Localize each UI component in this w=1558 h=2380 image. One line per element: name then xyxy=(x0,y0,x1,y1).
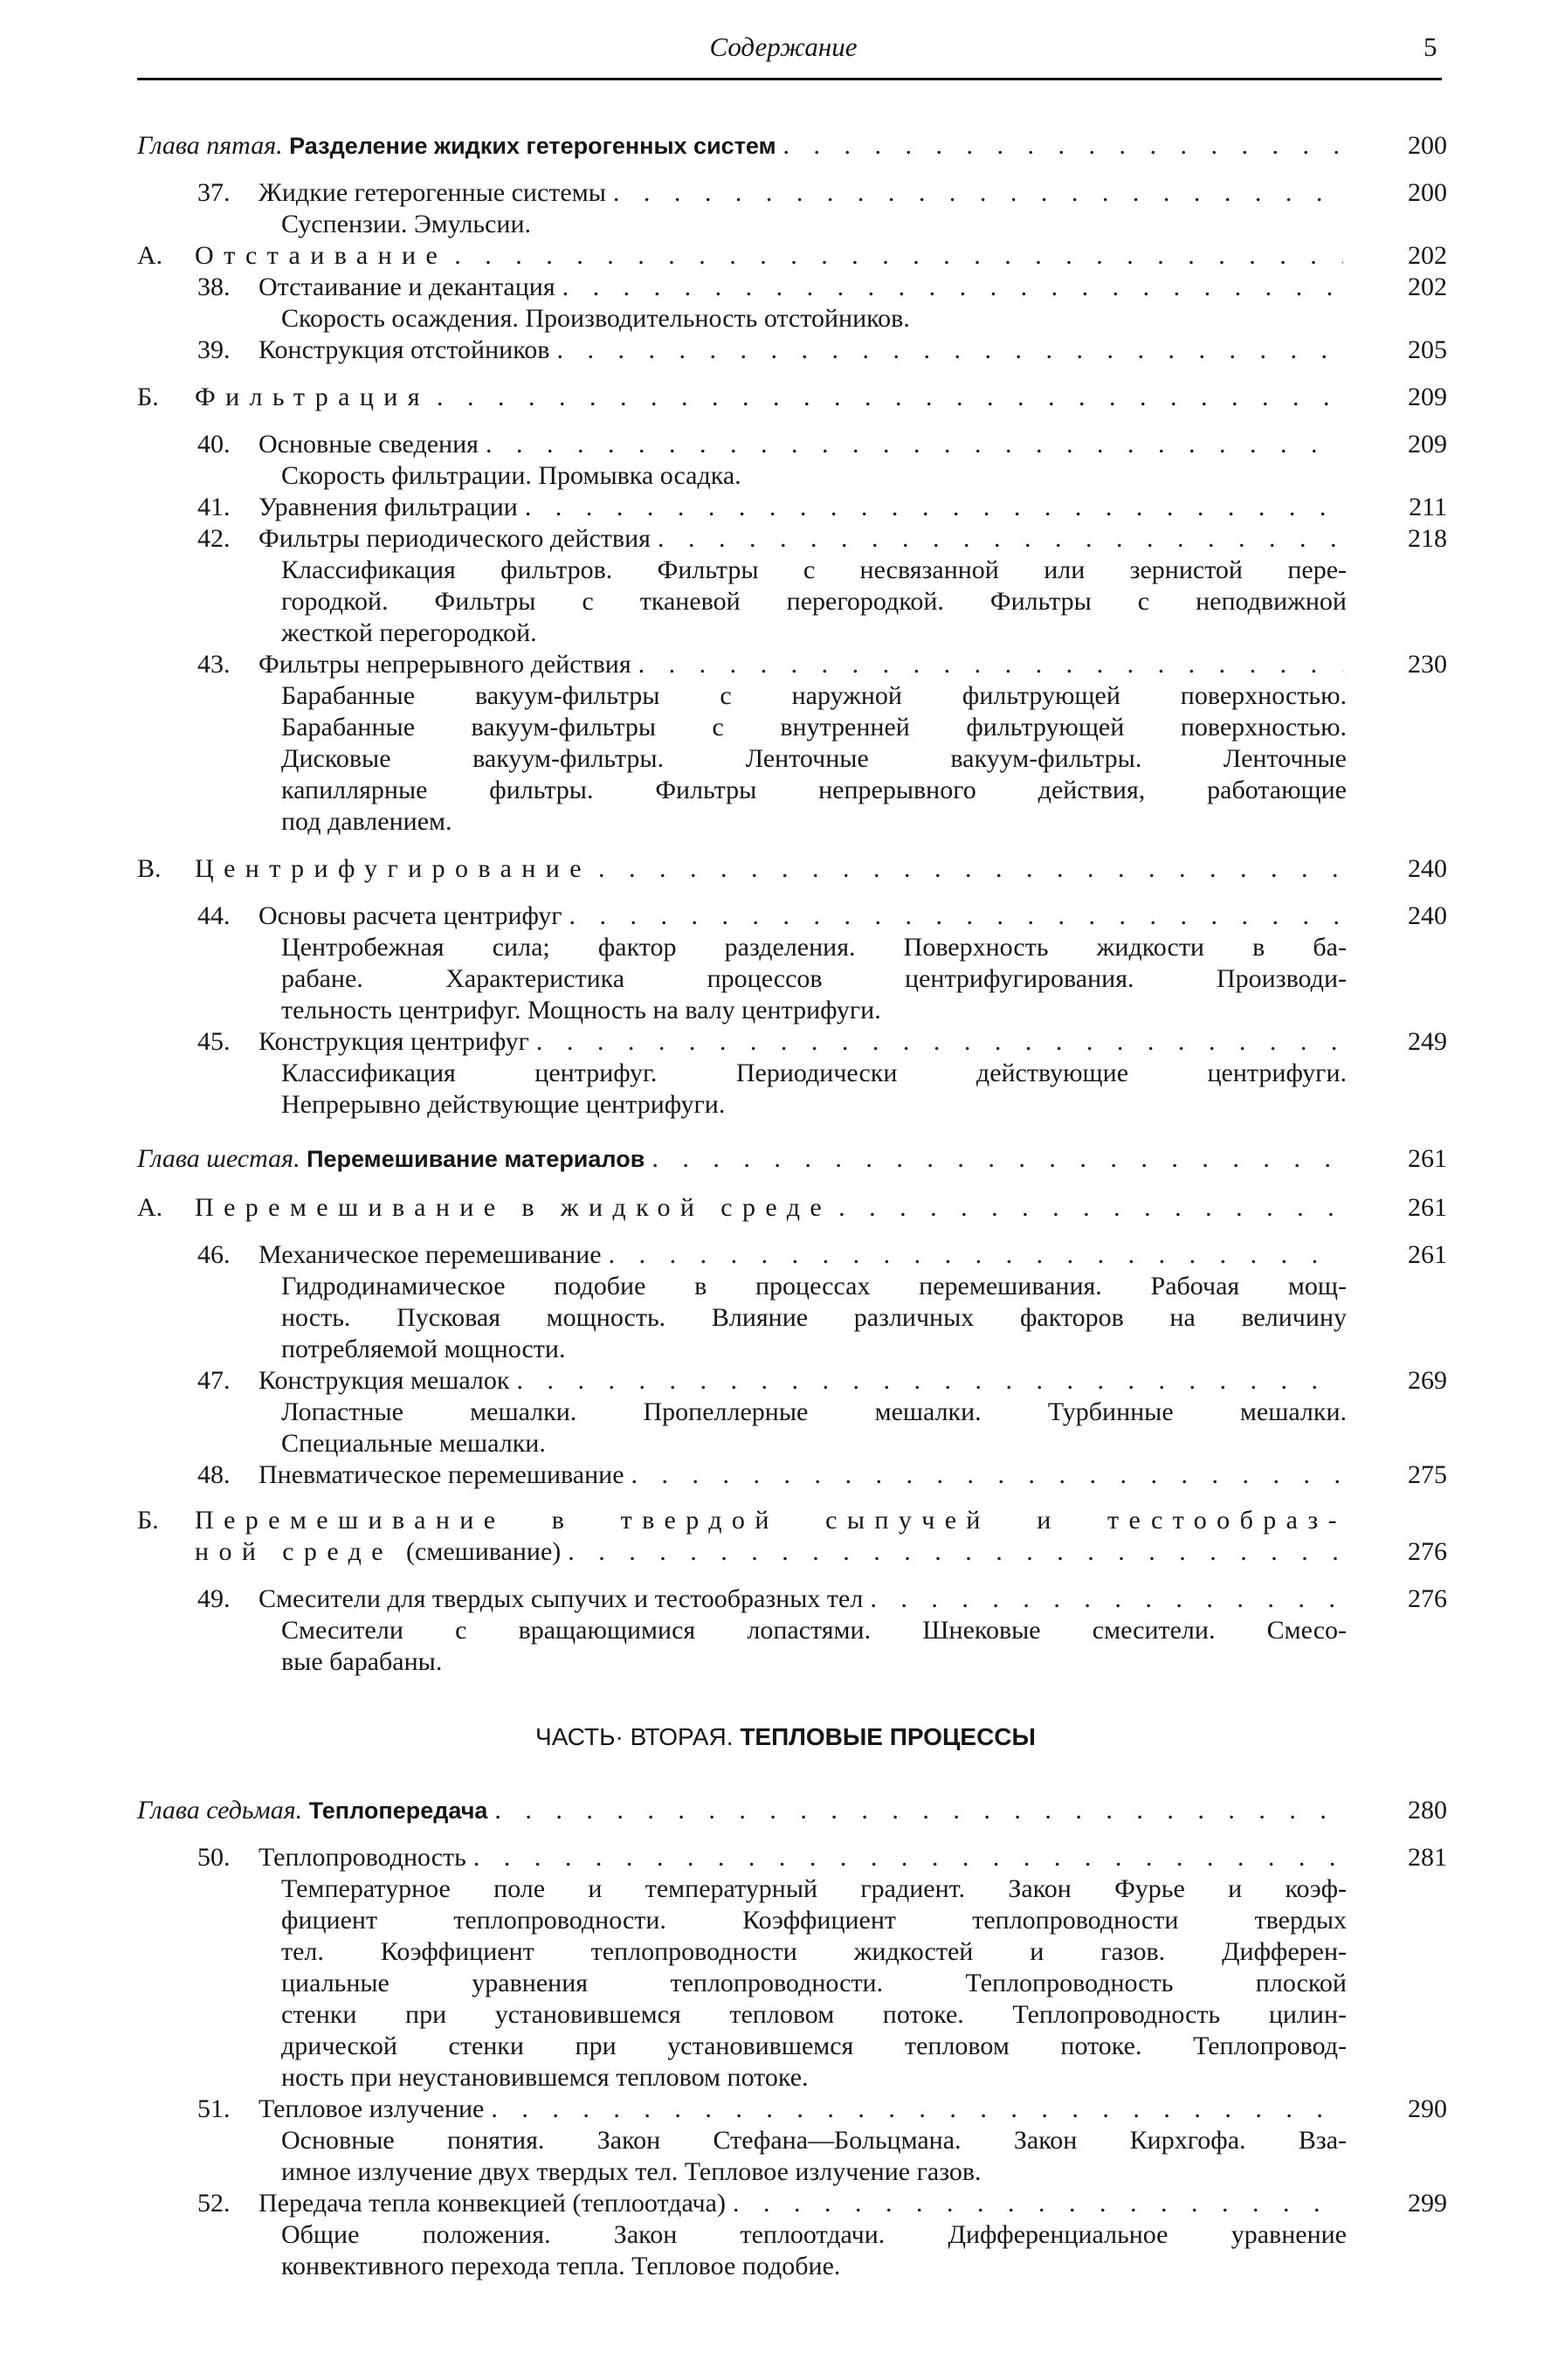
description-line: конвективного перехода тепла. Тепловое подобие. xyxy=(281,2252,841,2280)
toc-page-number: 240 xyxy=(1408,901,1447,930)
toc-entry-item xyxy=(137,429,1447,492)
item-number: 40. xyxy=(197,430,231,459)
description-line: вые барабаны. xyxy=(281,1647,443,1676)
section-letter: Б. xyxy=(137,1506,159,1535)
chapter-label: Глава пятая. xyxy=(137,131,283,160)
item-number: 48. xyxy=(197,1460,231,1489)
description-line: Центробежная сила; фактор разделения. Поверхность жидкости в ба- xyxy=(281,933,1347,962)
item-title: Конструкция отстойников xyxy=(259,335,550,364)
toc-entry-item xyxy=(137,335,1447,366)
toc-page-number: 202 xyxy=(1408,241,1447,270)
item-number: 38. xyxy=(197,272,231,301)
section-letter: Б. xyxy=(137,383,159,411)
toc-item[interactable] xyxy=(137,272,1447,303)
toc-entry-item xyxy=(137,649,1447,838)
toc-page-number: 281 xyxy=(1408,1843,1447,1872)
item-title: Фильтры периодического действия xyxy=(259,524,651,553)
description-line: Барабанные вакуум-фильтры с внутренней фильтрующей поверхностью. xyxy=(281,713,1347,742)
chapter-label: Глава седьмая. xyxy=(137,1796,303,1825)
item-title: Фильтры непрерывного действия xyxy=(259,650,631,679)
item-description xyxy=(137,555,1347,649)
description-line: Лопастные мешалки. Пропеллерные мешалки. Турбинные мешалки. xyxy=(281,1397,1347,1426)
dot-leader xyxy=(536,1026,1343,1058)
section-heading[interactable] xyxy=(137,1505,1447,1536)
item-description xyxy=(137,1615,1347,1678)
toc-entry-item xyxy=(137,2094,1447,2188)
toc-entry-item xyxy=(137,177,1447,240)
chapter-label: Глава шестая. xyxy=(137,1144,300,1173)
section-title: Перемешивание в жидкой среде xyxy=(195,1193,832,1222)
toc-entry-item xyxy=(137,272,1447,335)
item-description xyxy=(137,2219,1347,2282)
item-title: Конструкция центрифуг xyxy=(259,1027,529,1056)
item-description xyxy=(137,460,1347,492)
dot-leader xyxy=(494,1795,1343,1826)
dot-leader xyxy=(598,853,1343,885)
table-of-contents xyxy=(137,130,1447,2282)
description-line: Скорость фильтрации. Промывка осадка. xyxy=(281,461,741,490)
item-title: Конструкция мешалок xyxy=(259,1366,510,1395)
toc-entry-section xyxy=(137,1192,1447,1224)
toc-page-number: 276 xyxy=(1408,1584,1447,1613)
item-title: Основные сведения xyxy=(259,430,479,459)
dot-leader xyxy=(783,130,1343,162)
toc-item[interactable] xyxy=(137,177,1447,209)
toc-entry-item xyxy=(137,1842,1447,2094)
item-description xyxy=(137,1058,1347,1121)
description-line: Общие положения. Закон теплоотдачи. Дифференциальное уравнение xyxy=(281,2220,1347,2249)
section-letter: В. xyxy=(137,854,162,883)
section-subtitle: (смешивание) xyxy=(406,1537,562,1566)
section-title: Фильтрация xyxy=(195,383,430,411)
dot-leader xyxy=(638,649,1343,680)
section-title-line: Перемешивание в твердой сыпучей и тестообраз- xyxy=(195,1506,1347,1535)
toc-item[interactable] xyxy=(137,1365,1447,1397)
dot-leader xyxy=(516,1365,1343,1397)
toc-item[interactable] xyxy=(137,1842,1447,1873)
item-title: Механическое перемешивание xyxy=(259,1240,602,1269)
toc-page-number: 276 xyxy=(1408,1537,1447,1566)
chapter-title: Разделение жидких гетерогенных систем xyxy=(289,133,776,159)
description-line: Температурное поле и температурный градиент. Закон Фурье и коэф- xyxy=(281,1874,1347,1903)
toc-page-number: 209 xyxy=(1408,430,1447,459)
toc-entry-part xyxy=(137,1721,1447,1753)
item-number: 43. xyxy=(197,650,231,679)
item-description xyxy=(137,209,1347,240)
part-label: ЧАСТЬ· ВТОРАЯ. xyxy=(535,1723,734,1750)
toc-entry-section xyxy=(137,853,1447,885)
running-header-title: Содержание xyxy=(709,31,858,62)
toc-entry-item xyxy=(137,523,1447,649)
item-number: 41. xyxy=(197,493,231,521)
description-line: ность при неустановившемся тепловом потоке. xyxy=(281,2063,809,2092)
dot-leader xyxy=(658,523,1343,555)
description-line: стенки при установившемся тепловом потоке. Теплопроводность цилин- xyxy=(281,2000,1347,2029)
toc-item[interactable] xyxy=(137,492,1447,523)
toc-entry-item xyxy=(137,1459,1447,1491)
dot-leader xyxy=(651,1143,1343,1175)
toc-entry-section2 xyxy=(137,1505,1447,1568)
toc-entry-chapter xyxy=(137,1143,1447,1175)
item-title: Передача тепла конвекцией (теплоотдача) xyxy=(259,2189,726,2218)
description-line: Скорость осаждения. Производительность отстойников. xyxy=(281,304,910,333)
toc-item[interactable] xyxy=(137,429,1447,460)
item-number: 49. xyxy=(197,1584,231,1613)
dot-leader xyxy=(562,272,1343,303)
toc-page-number: 209 xyxy=(1408,383,1447,411)
toc-entry-item xyxy=(137,900,1447,1026)
description-line: жесткой перегородкой. xyxy=(281,618,537,647)
toc-page-number: 218 xyxy=(1408,524,1447,553)
description-line: Непрерывно действующие центрифуги. xyxy=(281,1090,726,1119)
toc-item[interactable] xyxy=(137,1026,1447,1058)
description-line: ность. Пусковая мощность. Влияние различных факторов на величину xyxy=(281,1303,1347,1332)
dot-leader xyxy=(473,1842,1343,1873)
item-number: 44. xyxy=(197,901,231,930)
item-number: 42. xyxy=(197,524,231,553)
section-title: Отстаивание xyxy=(195,241,448,270)
description-line: капиллярные фильтры. Фильтры непрерывного действия, работающие xyxy=(281,776,1347,804)
toc-item[interactable] xyxy=(137,523,1447,555)
toc-entry-item xyxy=(137,2188,1447,2282)
item-number: 39. xyxy=(197,335,231,364)
description-line: городкой. Фильтры с тканевой перегородкой. Фильтры с неподвижной xyxy=(281,587,1347,616)
section-title: Центрифугирование xyxy=(195,854,591,883)
section-heading[interactable] xyxy=(137,853,1447,885)
description-line: Специальные мешалки. xyxy=(281,1429,546,1458)
toc-item[interactable] xyxy=(137,1459,1447,1491)
item-number: 45. xyxy=(197,1027,231,1056)
toc-page-number: 200 xyxy=(1408,178,1447,207)
description-line: Классификация фильтров. Фильтры с несвязанной или зернистой пере- xyxy=(281,555,1347,584)
toc-page-number: 261 xyxy=(1408,1240,1447,1269)
part-title: ТЕПЛОВЫЕ ПРОЦЕССЫ xyxy=(740,1723,1036,1750)
dot-leader xyxy=(609,1239,1343,1271)
section-heading-continued[interactable] xyxy=(137,1536,1447,1568)
chapter-heading[interactable] xyxy=(137,1795,1447,1826)
toc-page-number: 261 xyxy=(1408,1144,1447,1173)
toc-page-number: 200 xyxy=(1408,131,1447,160)
item-description xyxy=(137,2125,1347,2188)
item-title: Тепловое излучение xyxy=(259,2094,485,2123)
description-line: тельность центрифуг. Мощность на валу центрифуги. xyxy=(281,996,881,1024)
toc-entry-section xyxy=(137,240,1447,272)
section-heading[interactable] xyxy=(137,240,1447,272)
item-number: 46. xyxy=(197,1240,231,1269)
dot-leader xyxy=(838,1192,1343,1224)
description-line: фициент теплопроводности. Коэффициент теплопроводности твердых xyxy=(281,1906,1347,1935)
item-description xyxy=(137,932,1347,1026)
item-title: Уравнения фильтрации xyxy=(259,493,518,521)
item-title: Отстаивание и декантация xyxy=(259,272,555,301)
toc-page-number: 230 xyxy=(1408,650,1447,679)
item-description xyxy=(137,1271,1347,1365)
description-line: потребляемой мощности. xyxy=(281,1335,566,1363)
item-title: Пневматическое перемешивание xyxy=(259,1460,624,1489)
toc-item[interactable] xyxy=(137,1583,1447,1615)
dot-leader xyxy=(733,2188,1343,2219)
dot-leader xyxy=(486,429,1343,460)
toc-page-number: 240 xyxy=(1408,854,1447,883)
toc-entry-item xyxy=(137,492,1447,523)
page-number: 5 xyxy=(1424,31,1437,62)
toc-page-number: 299 xyxy=(1408,2189,1447,2218)
item-number: 51. xyxy=(197,2094,231,2123)
chapter-title: Перемешивание материалов xyxy=(307,1146,645,1172)
dot-leader xyxy=(491,2094,1343,2125)
section-letter: А. xyxy=(137,1193,163,1222)
dot-leader xyxy=(568,1536,1343,1568)
section-heading[interactable] xyxy=(137,382,1447,413)
section-letter: А. xyxy=(137,241,163,270)
toc-entry-item xyxy=(137,1239,1447,1365)
item-number: 52. xyxy=(197,2189,231,2218)
toc-entry-item xyxy=(137,1583,1447,1678)
dot-leader xyxy=(613,177,1343,209)
description-line: Дисковые вакуум-фильтры. Ленточные вакуум-фильтры. Ленточные xyxy=(281,744,1347,773)
toc-page-number: 290 xyxy=(1408,2094,1447,2123)
toc-page-number: 202 xyxy=(1408,272,1447,301)
description-line: циальные уравнения теплопроводности. Теплопроводность плоской xyxy=(281,1969,1347,1997)
dot-leader xyxy=(569,900,1343,932)
dot-leader xyxy=(454,240,1343,272)
toc-page-number: 275 xyxy=(1408,1460,1447,1489)
description-line: Классификация центрифуг. Периодически действующие центрифуги. xyxy=(281,1059,1347,1087)
section-heading[interactable] xyxy=(137,1192,1447,1224)
item-number: 47. xyxy=(197,1366,231,1395)
toc-page-number: 249 xyxy=(1408,1027,1447,1056)
item-description xyxy=(137,303,1347,335)
toc-entry-item xyxy=(137,1026,1447,1121)
toc-entry-chapter xyxy=(137,130,1447,162)
dot-leader xyxy=(870,1583,1343,1615)
item-title: Жидкие гетерогенные системы xyxy=(259,178,606,207)
item-title: Основы расчета центрифуг xyxy=(259,901,562,930)
item-description xyxy=(137,680,1347,838)
description-line: Смесители с вращающимися лопастями. Шнековые смесители. Смесо- xyxy=(281,1616,1347,1645)
description-line: имное излучение двух твердых тел. Тепловое излучение газов. xyxy=(281,2157,982,2186)
toc-entry-section xyxy=(137,382,1447,413)
toc-item[interactable] xyxy=(137,1239,1447,1271)
header-rule xyxy=(137,78,1442,80)
item-title: Теплопроводность xyxy=(259,1843,466,1872)
description-line: под давлением. xyxy=(281,807,452,836)
description-line: дрической стенки при установившемся тепловом потоке. Теплопровод- xyxy=(281,2032,1347,2060)
description-line: Барабанные вакуум-фильтры с наружной фильтрующей поверхностью. xyxy=(281,681,1347,710)
item-description xyxy=(137,1397,1347,1459)
item-number: 50. xyxy=(197,1843,231,1872)
toc-page-number: 211 xyxy=(1409,493,1447,521)
dot-leader xyxy=(556,335,1343,366)
dot-leader xyxy=(437,382,1343,413)
toc-entry-item xyxy=(137,1365,1447,1459)
toc-item[interactable] xyxy=(137,649,1447,680)
item-number: 37. xyxy=(197,178,231,207)
description-line: Гидродинамическое подобие в процессах перемешивания. Рабочая мощ- xyxy=(281,1272,1347,1300)
dot-leader xyxy=(525,492,1343,523)
description-line: рабане. Характеристика процессов центрифугирования. Производи- xyxy=(281,964,1347,993)
toc-item[interactable] xyxy=(137,900,1447,932)
chapter-heading[interactable] xyxy=(137,1143,1447,1175)
part-heading xyxy=(137,1721,1434,1753)
item-title: Смесители для твердых сыпучих и тестообразных тел xyxy=(259,1584,864,1613)
toc-item[interactable] xyxy=(137,2188,1447,2219)
description-line: Суспензии. Эмульсии. xyxy=(281,210,532,238)
toc-page-number: 205 xyxy=(1408,335,1447,364)
toc-page-number: 280 xyxy=(1408,1796,1447,1825)
chapter-title: Теплопередача xyxy=(308,1797,488,1824)
description-line: тел. Коэффициент теплопроводности жидкостей и газов. Дифферен- xyxy=(281,1937,1347,1966)
toc-item[interactable] xyxy=(137,335,1447,366)
toc-page-number: 269 xyxy=(1408,1366,1447,1395)
dot-leader xyxy=(631,1459,1343,1491)
section-title-line: ной среде xyxy=(195,1537,394,1566)
item-description xyxy=(137,1873,1347,2094)
toc-page-number: 261 xyxy=(1408,1193,1447,1222)
toc-entry-chapter xyxy=(137,1795,1447,1826)
toc-item[interactable] xyxy=(137,2094,1447,2125)
description-line: Основные понятия. Закон Стефана—Больцмана. Закон Кирхгофа. Вза- xyxy=(281,2126,1347,2155)
chapter-heading[interactable] xyxy=(137,130,1447,162)
